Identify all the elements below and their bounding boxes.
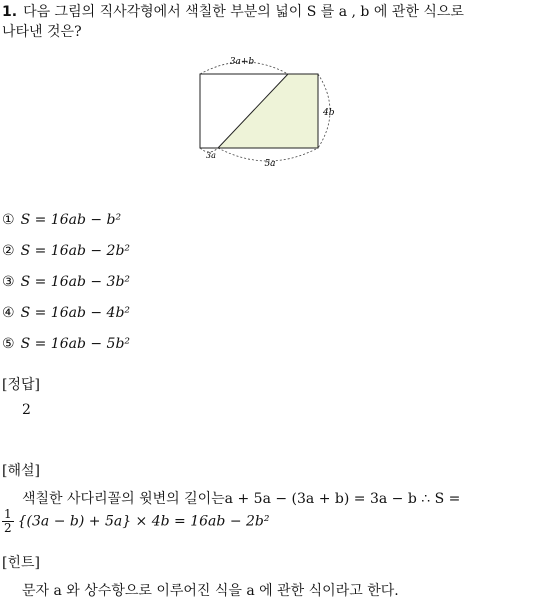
question-line-2: 나타낸 것은? bbox=[2, 24, 82, 40]
fraction-numerator: 1 bbox=[4, 507, 12, 521]
option-1-text: S = 16ab − b² bbox=[20, 212, 122, 228]
hint-text: 문자 a 와 상수항으로 이루어진 식을 a 에 관한 식이라고 한다. bbox=[22, 583, 399, 599]
question-text-1: 다음 그림의 직사각형에서 색칠한 부분의 넓이 S 를 a , b 에 관한 식으로 bbox=[23, 4, 464, 20]
answer-label: [정답] bbox=[2, 377, 40, 393]
option-3[interactable] bbox=[2, 273, 130, 291]
option-4-number: ④ bbox=[2, 305, 15, 321]
option-2[interactable] bbox=[2, 242, 130, 260]
option-4[interactable] bbox=[2, 304, 130, 322]
option-3-number: ③ bbox=[2, 274, 15, 290]
answer-value: 2 bbox=[22, 402, 31, 418]
explanation-formula: {(3a − b) + 5a} × 4b = 16ab − 2b² bbox=[17, 513, 270, 530]
option-1[interactable] bbox=[2, 211, 121, 229]
explanation-line-1: 색칠한 사다리꼴의 윗변의 길이는a + 5a − (3a + b) = 3a − b ∴ S = bbox=[22, 491, 461, 507]
label-right: 4b bbox=[323, 108, 335, 118]
explanation-label: [해설] bbox=[2, 463, 40, 479]
question-number: 1. bbox=[2, 4, 18, 20]
hint-label: [힌트] bbox=[2, 555, 40, 571]
question-line-1 bbox=[2, 2, 464, 22]
option-1-number: ① bbox=[2, 212, 15, 228]
option-3-text: S = 16ab − 3b² bbox=[20, 274, 131, 290]
option-5-text: S = 16ab − 5b² bbox=[20, 336, 131, 352]
label-top: 3a+b bbox=[229, 57, 255, 67]
option-2-text: S = 16ab − 2b² bbox=[20, 243, 131, 259]
half-fraction bbox=[2, 508, 14, 535]
label-bottom: 5a bbox=[264, 159, 276, 169]
rectangle-figure bbox=[0, 52, 534, 172]
label-bottom-left: 3a bbox=[206, 151, 216, 160]
option-2-number: ② bbox=[2, 243, 15, 259]
option-4-text: S = 16ab − 4b² bbox=[20, 305, 131, 321]
fraction-denominator: 2 bbox=[4, 521, 12, 535]
option-5-number: ⑤ bbox=[2, 336, 15, 352]
explanation-line-2 bbox=[2, 508, 269, 535]
option-5[interactable] bbox=[2, 335, 130, 353]
shaded-trapezoid bbox=[218, 74, 318, 148]
